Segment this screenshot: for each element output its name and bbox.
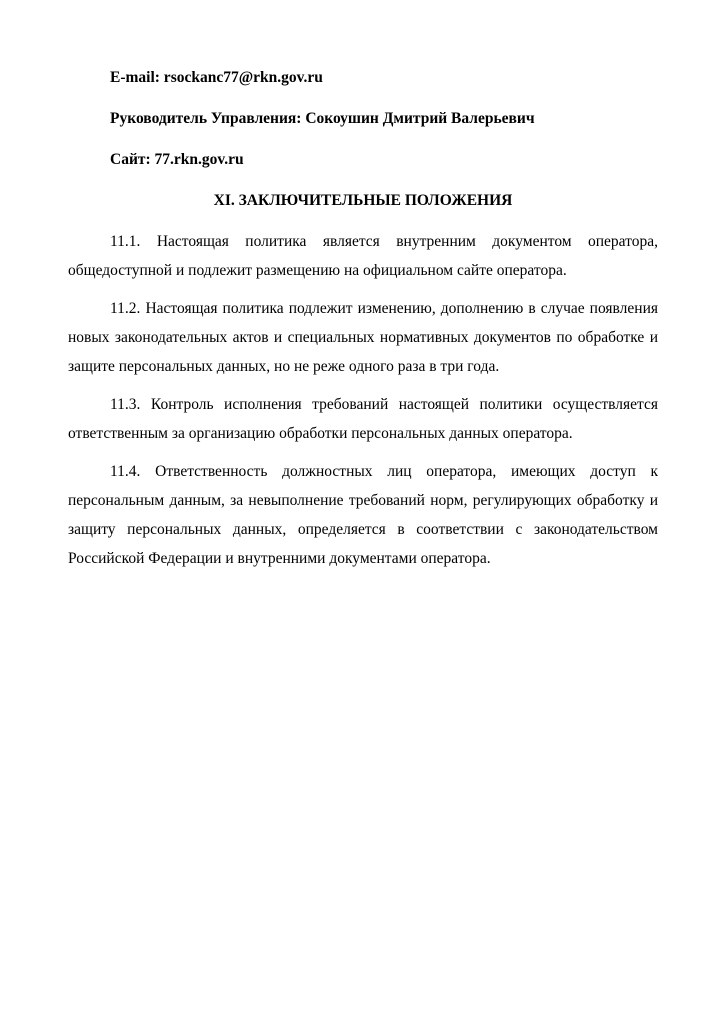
paragraph-11-1: 11.1. Настоящая политика является внутренним документом оператора, общедоступной и подлежит размещению на официальном сайте оператора.	[68, 233, 658, 279]
head-of-department-line: Руководитель Управления: Сокоушин Дмитрий Валерьевич	[110, 110, 535, 127]
website-line: Сайт: 77.rkn.gov.ru	[110, 151, 244, 168]
paragraph-11-2: 11.2. Настоящая политика подлежит изменению, дополнению в случае появления новых законодательных актов и специальных нормативных документов по обработке и защите персональных данных, но не реже одного раза в три года.	[68, 300, 658, 375]
section-heading: XI. ЗАКЛЮЧИТЕЛЬНЫЕ ПОЛОЖЕНИЯ	[213, 192, 513, 209]
email-line: E-mail: rsockanc77@rkn.gov.ru	[110, 69, 323, 86]
paragraph-11-3: 11.3. Контроль исполнения требований настоящей политики осуществляется ответственным за организацию обработки персональных данных оператора.	[68, 396, 658, 442]
paragraph-11-4: 11.4. Ответственность должностных лиц оператора, имеющих доступ к персональным данным, за невыполнение требований норм, регулирующих обработку и защиту персональных данных, определяется в соответствии с законодательством Российской Федерации и внутренними документами оператора.	[68, 463, 658, 567]
